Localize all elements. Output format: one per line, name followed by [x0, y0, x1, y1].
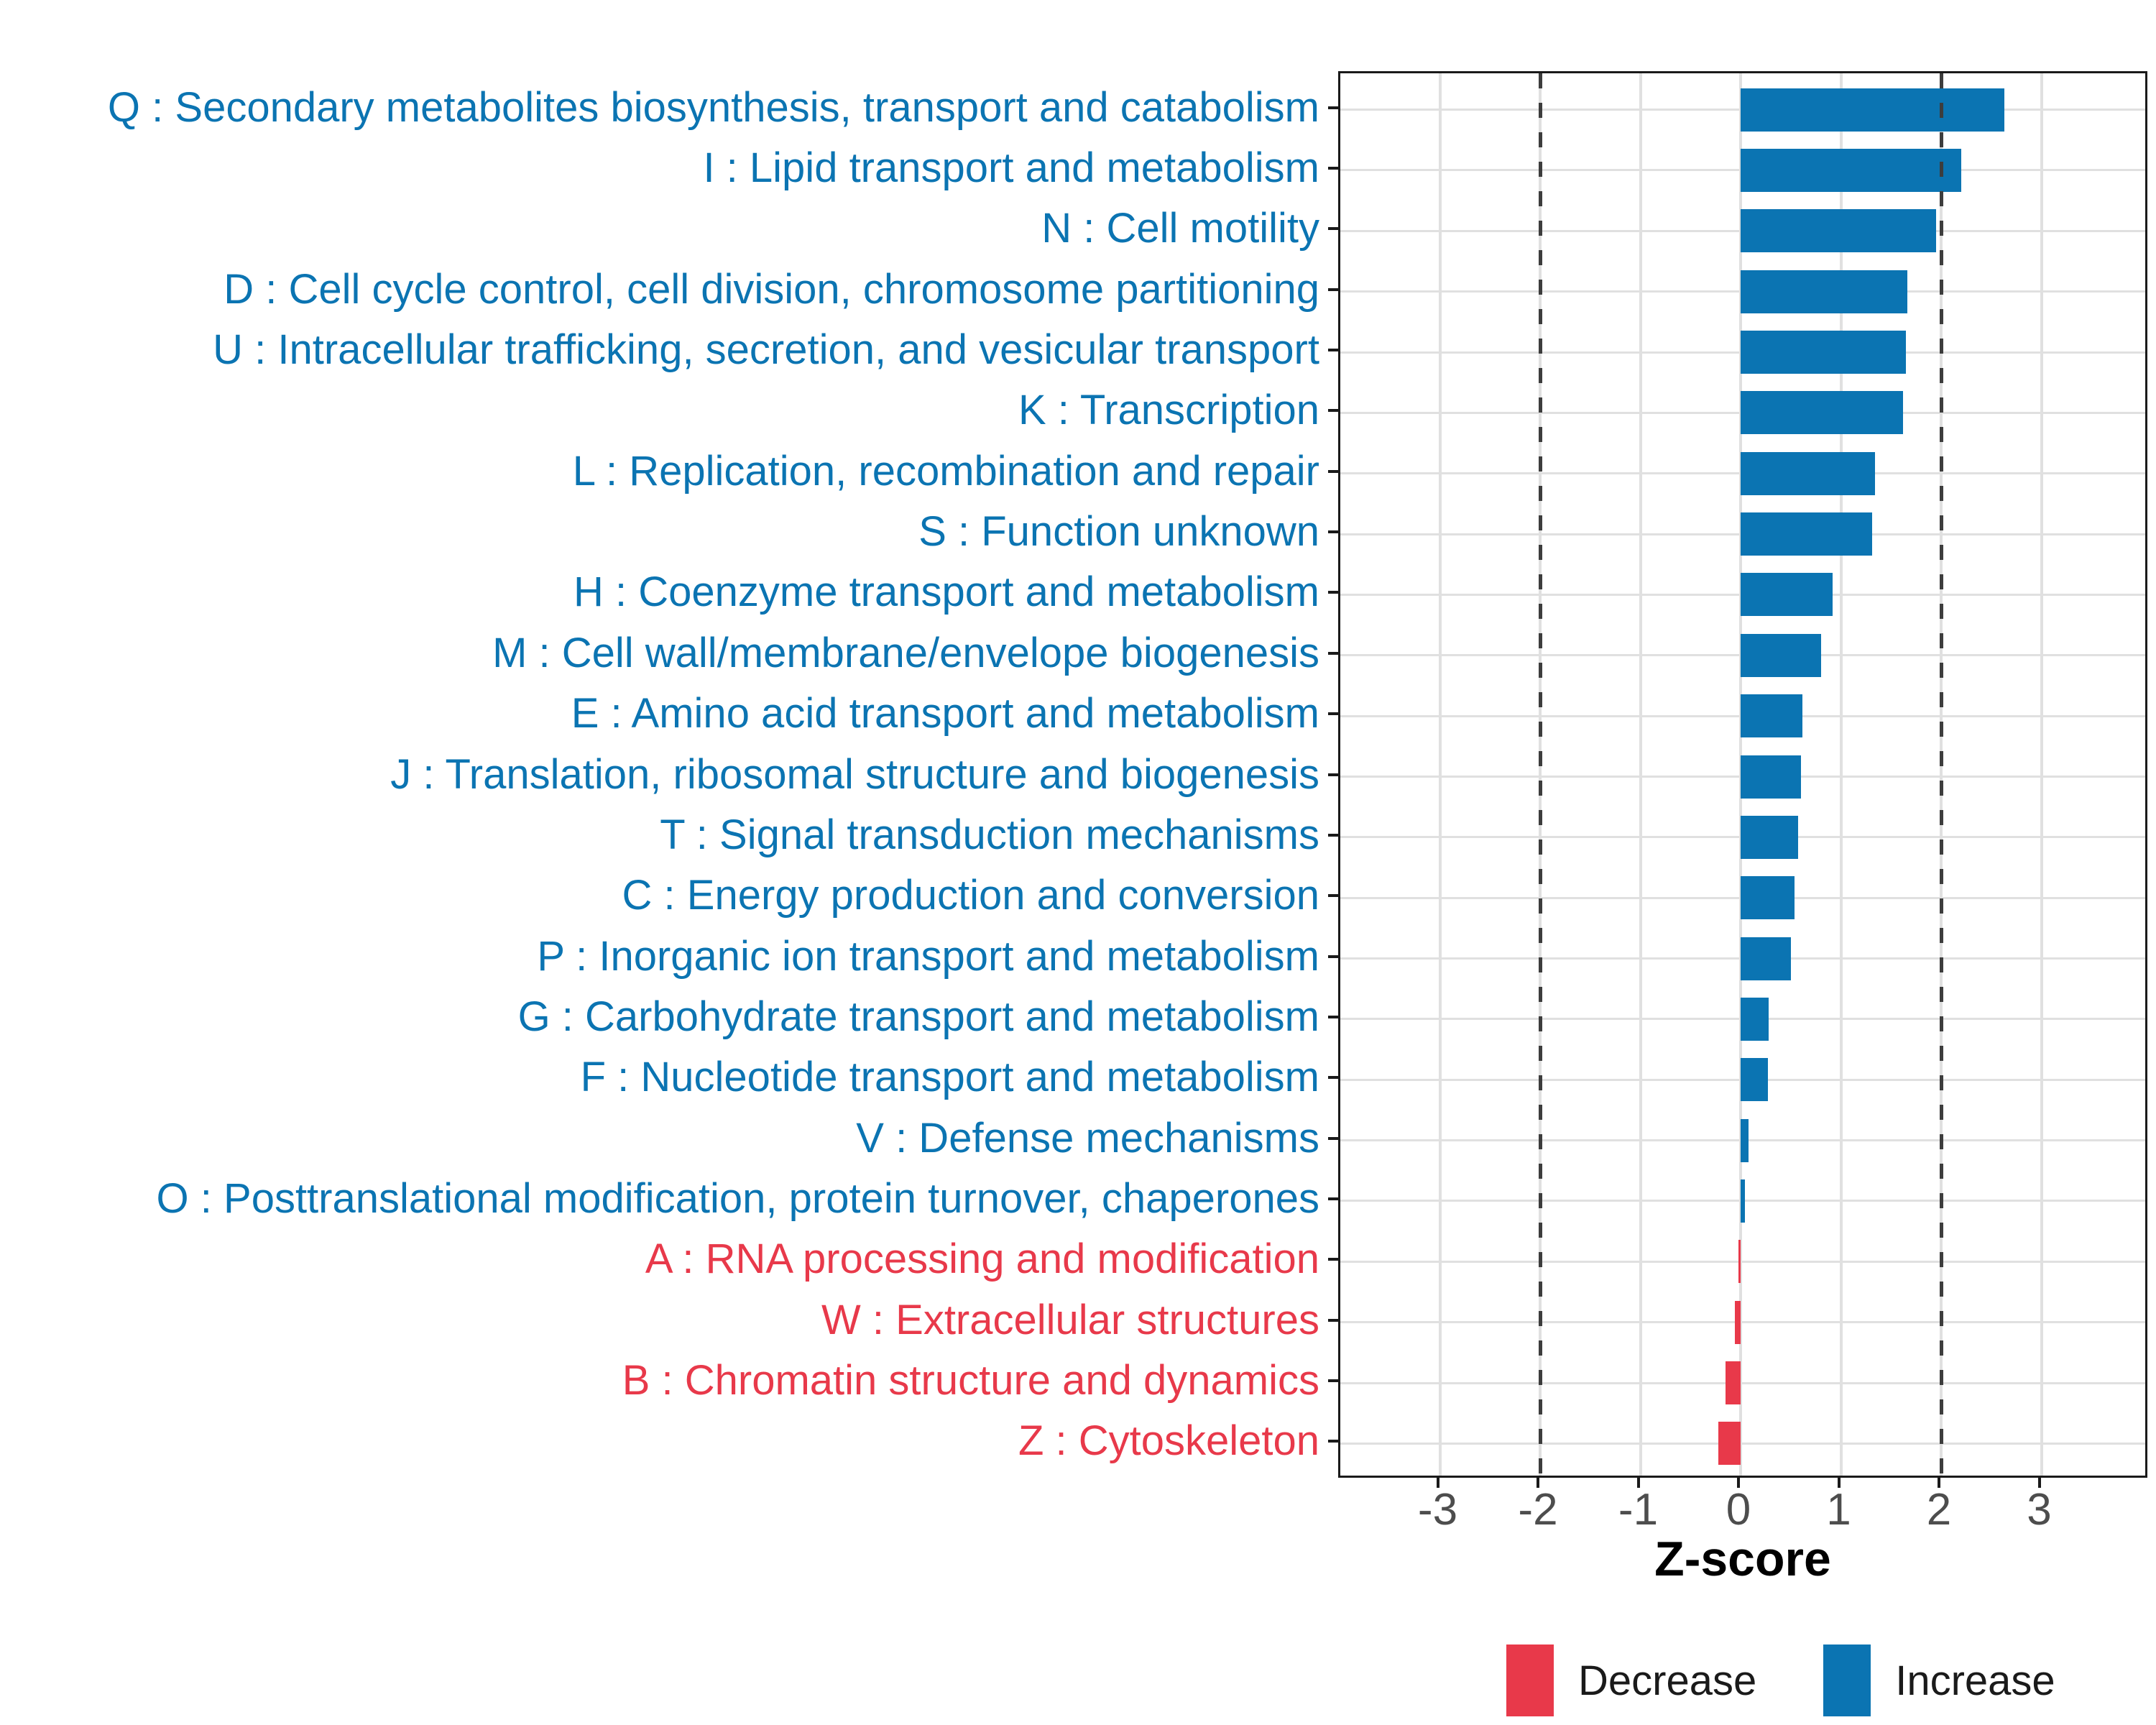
legend	[1506, 1644, 2055, 1716]
bar	[1741, 1179, 1745, 1223]
y-tick-mark	[1328, 1258, 1338, 1261]
category-label: P : Inorganic ion transport and metabolism	[537, 932, 1319, 980]
category-label: S : Function unknown	[918, 508, 1319, 556]
x-axis-title: Z-score	[1654, 1532, 1831, 1586]
dashed-threshold-line	[1940, 73, 1943, 1476]
y-tick-mark	[1328, 106, 1338, 109]
y-tick-mark	[1328, 773, 1338, 776]
x-tick-label: -1	[1618, 1485, 1659, 1535]
y-tick-mark	[1328, 167, 1338, 170]
legend-swatch-increase	[1823, 1644, 1871, 1716]
bar	[1741, 512, 1872, 556]
category-label: F : Nucleotide transport and metabolism	[580, 1054, 1319, 1101]
x-gridline	[1639, 73, 1642, 1476]
bar	[1741, 88, 2004, 132]
category-label: M : Cell wall/membrane/envelope biogenesis	[492, 629, 1319, 676]
x-tick-label: 2	[1926, 1485, 1952, 1535]
category-label: N : Cell motility	[1041, 205, 1319, 252]
y-tick-mark	[1328, 591, 1338, 594]
category-label: O : Posttranslational modification, protein turnover, chaperones	[156, 1174, 1319, 1222]
category-label: H : Coenzyme transport and metabolism	[573, 569, 1319, 616]
y-tick-mark	[1328, 470, 1338, 473]
bar	[1735, 1301, 1741, 1344]
legend-label-decrease: Decrease	[1578, 1657, 1757, 1704]
y-gridline	[1340, 1261, 2145, 1263]
y-gridline	[1340, 1382, 2145, 1384]
category-label: U : Intracellular trafficking, secretion, and vesicular transport	[213, 326, 1319, 374]
category-label: B : Chromatin structure and dynamics	[622, 1357, 1319, 1404]
category-label: C : Energy production and conversion	[622, 872, 1319, 919]
bar	[1741, 270, 1907, 313]
y-tick-mark	[1328, 1137, 1338, 1140]
bar	[1741, 391, 1903, 434]
y-tick-mark	[1328, 955, 1338, 958]
x-tick-label: -2	[1518, 1485, 1558, 1535]
bar	[1741, 573, 1833, 616]
bar	[1741, 816, 1798, 859]
y-tick-mark	[1328, 834, 1338, 837]
y-tick-mark	[1328, 409, 1338, 412]
category-label: L : Replication, recombination and repair	[572, 447, 1319, 494]
category-label: T : Signal transduction mechanisms	[660, 811, 1319, 858]
bar	[1741, 149, 1961, 192]
category-label: Q : Secondary metabolites biosynthesis, transport and catabolism	[107, 83, 1319, 131]
x-tick-label: 3	[2027, 1485, 2052, 1535]
category-label: J : Translation, ribosomal structure and biogenesis	[390, 750, 1319, 798]
category-label: G : Carbohydrate transport and metabolism	[517, 993, 1319, 1040]
bar	[1741, 694, 1802, 737]
x-tick-label: 1	[1826, 1485, 1851, 1535]
bar	[1718, 1422, 1741, 1465]
category-label: V : Defense mechanisms	[856, 1114, 1319, 1162]
legend-swatch-decrease	[1506, 1644, 1554, 1716]
bar	[1741, 755, 1801, 799]
y-tick-mark	[1328, 712, 1338, 715]
y-tick-mark	[1328, 1016, 1338, 1018]
y-gridline	[1340, 1443, 2145, 1445]
bar	[1741, 331, 1906, 374]
y-tick-mark	[1328, 227, 1338, 230]
bar	[1726, 1361, 1741, 1404]
bar	[1741, 1119, 1749, 1162]
y-tick-mark	[1328, 894, 1338, 897]
y-tick-mark	[1328, 530, 1338, 533]
y-tick-mark	[1328, 349, 1338, 351]
category-label: D : Cell cycle control, cell division, chromosome partitioning	[224, 265, 1319, 313]
bar	[1741, 876, 1795, 919]
bar	[1741, 209, 1936, 252]
dashed-threshold-line	[1539, 73, 1542, 1476]
x-tick-label: 0	[1726, 1485, 1751, 1535]
x-gridline	[1439, 73, 1442, 1476]
bar	[1741, 452, 1875, 495]
bar	[1741, 998, 1769, 1041]
legend-label-increase: Increase	[1895, 1657, 2055, 1704]
y-tick-mark	[1328, 1379, 1338, 1382]
plot-panel	[1338, 71, 2147, 1478]
bar	[1738, 1240, 1741, 1283]
category-label: W : Extracellular structures	[821, 1296, 1319, 1343]
bar	[1741, 634, 1821, 677]
y-tick-mark	[1328, 652, 1338, 655]
y-tick-mark	[1328, 1319, 1338, 1322]
category-label: K : Transcription	[1018, 387, 1319, 434]
category-label: E : Amino acid transport and metabolism	[571, 690, 1319, 737]
y-tick-mark	[1328, 288, 1338, 291]
y-tick-mark	[1328, 1076, 1338, 1079]
category-label: I : Lipid transport and metabolism	[703, 144, 1319, 191]
x-tick-label: -3	[1417, 1485, 1458, 1535]
bar	[1741, 1058, 1768, 1101]
category-label: A : RNA processing and modification	[645, 1236, 1319, 1283]
y-gridline	[1340, 1321, 2145, 1323]
x-gridline	[2040, 73, 2043, 1476]
y-tick-mark	[1328, 1440, 1338, 1443]
y-tick-mark	[1328, 1197, 1338, 1200]
bar	[1741, 937, 1791, 980]
category-label: Z : Cytoskeleton	[1018, 1417, 1319, 1465]
